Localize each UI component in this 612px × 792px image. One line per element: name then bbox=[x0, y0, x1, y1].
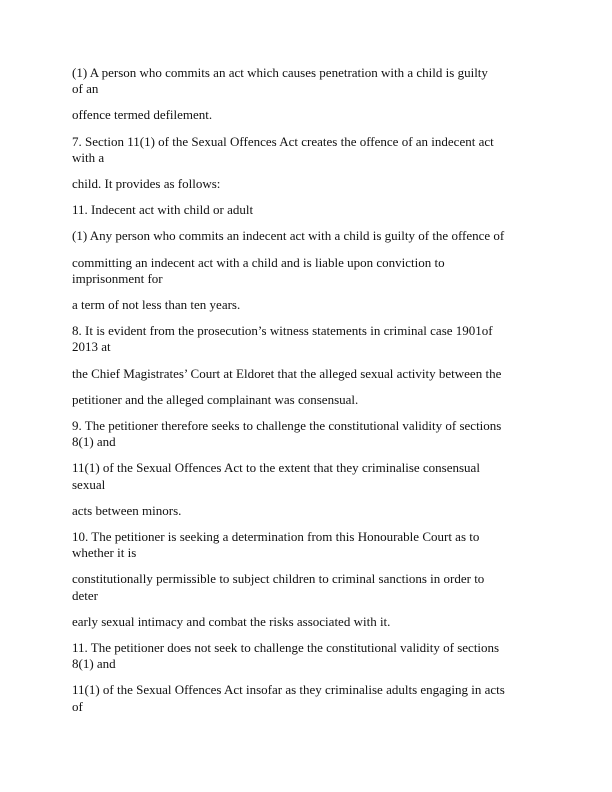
text-line: 11(1) of the Sexual Offences Act to the extent that they criminalise consensual bbox=[72, 460, 480, 476]
paragraph bbox=[72, 392, 552, 408]
text-line: a term of not less than ten years. bbox=[72, 297, 241, 313]
paragraph bbox=[72, 323, 552, 355]
text-line: of bbox=[72, 698, 83, 714]
text-line: petitioner and the alleged complainant was consensual. bbox=[72, 391, 359, 407]
paragraph bbox=[72, 614, 552, 630]
text-line: (1) A person who commits an act which causes penetration with a child is guilty bbox=[72, 65, 488, 80]
paragraph bbox=[72, 297, 552, 313]
text-line: imprisonment for bbox=[72, 270, 163, 286]
paragraph bbox=[72, 640, 552, 672]
text-line: 8. It is evident from the prosecution’s witness statements in criminal case 1901of bbox=[72, 323, 493, 339]
text-line: (1) Any person who commits an indecent act with a child is guilty of the offence of bbox=[72, 228, 505, 244]
text-line: 10. The petitioner is seeking a determination from this Honourable Court as to bbox=[72, 529, 480, 545]
document-page bbox=[72, 65, 552, 725]
text-line: offence termed defilement. bbox=[72, 107, 213, 123]
paragraph bbox=[72, 366, 552, 382]
paragraph bbox=[72, 571, 552, 603]
paragraph bbox=[72, 460, 552, 492]
text-line: of an bbox=[72, 81, 99, 97]
paragraph bbox=[72, 418, 552, 450]
text-line: deter bbox=[72, 587, 98, 603]
paragraph bbox=[72, 503, 552, 519]
text-line: 11. The petitioner does not seek to challenge the constitutional validity of sections bbox=[72, 640, 500, 656]
paragraph bbox=[72, 65, 552, 97]
text-line: early sexual intimacy and combat the risks associated with it. bbox=[72, 613, 391, 629]
paragraph bbox=[72, 134, 552, 166]
text-line: 9. The petitioner therefore seeks to challenge the constitutional validity of sections bbox=[72, 418, 502, 434]
text-line: child. It provides as follows: bbox=[72, 176, 221, 192]
paragraph bbox=[72, 682, 552, 714]
text-line: constitutionally permissible to subject children to criminal sanctions in order to bbox=[72, 571, 485, 587]
text-line: whether it is bbox=[72, 545, 137, 561]
paragraph bbox=[72, 202, 552, 218]
paragraph bbox=[72, 176, 552, 192]
paragraph bbox=[72, 529, 552, 561]
text-line: 8(1) and bbox=[72, 434, 116, 450]
text-line: 11(1) of the Sexual Offences Act insofar as they criminalise adults engaging in acts bbox=[72, 682, 505, 698]
text-line: 7. Section 11(1) of the Sexual Offences Act creates the offence of an indecent act bbox=[72, 133, 494, 149]
text-line: committing an indecent act with a child and is liable upon conviction to bbox=[72, 254, 445, 270]
text-line: acts between minors. bbox=[72, 502, 182, 518]
text-line: with a bbox=[72, 149, 105, 165]
text-line: 2013 at bbox=[72, 339, 111, 355]
text-line: the Chief Magistrates’ Court at Eldoret that the alleged sexual activity between the bbox=[72, 365, 502, 381]
text-line: sexual bbox=[72, 476, 106, 492]
text-line: 8(1) and bbox=[72, 656, 116, 672]
paragraph bbox=[72, 107, 552, 123]
text-line: 11. Indecent act with child or adult bbox=[72, 202, 254, 218]
paragraph bbox=[72, 255, 552, 287]
paragraph bbox=[72, 228, 552, 244]
